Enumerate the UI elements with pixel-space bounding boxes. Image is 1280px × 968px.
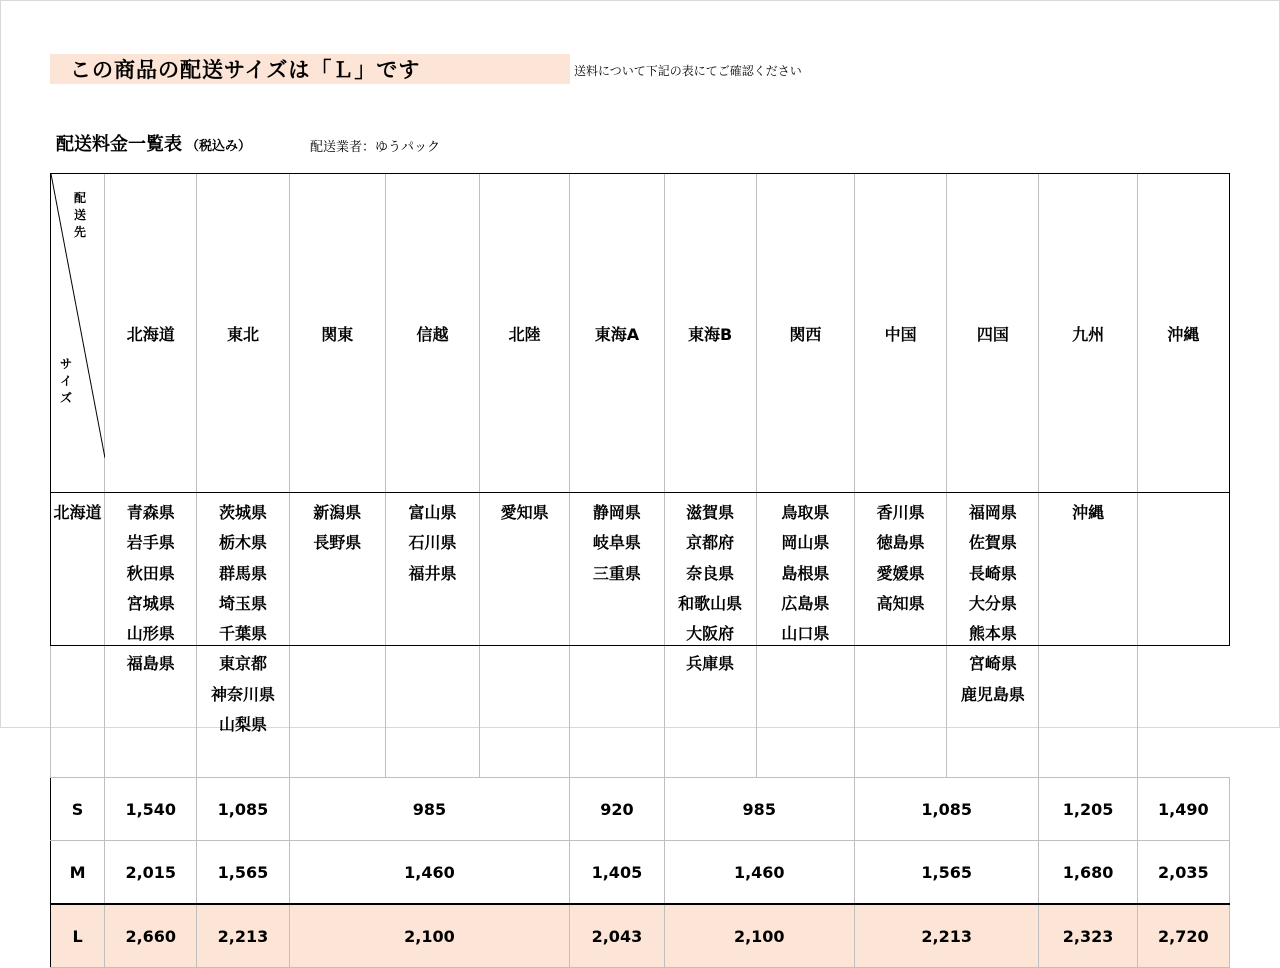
prefecture-cell <box>947 493 1039 778</box>
carrier-label: 配送業者：ゆうパック <box>310 140 441 155</box>
prefecture-name: 富山県 <box>408 503 457 522</box>
prefecture-name: 長崎県 <box>968 563 1017 583</box>
prefecture-name: 秋田県 <box>126 563 175 583</box>
prefecture-cell <box>570 493 664 778</box>
prefecture-name: 香川県 <box>876 503 925 522</box>
size-label: L <box>51 904 105 968</box>
rate-cell: 920 <box>570 778 664 841</box>
prefecture-cell <box>51 493 105 778</box>
corner-size-label: サイズ <box>59 357 72 405</box>
rate-cell: 2,035 <box>1137 841 1229 905</box>
rate-cell: 2,323 <box>1039 904 1137 968</box>
rate-cell: 985 <box>664 778 854 841</box>
prefecture-name: 滋賀県 <box>686 503 735 522</box>
rate-cell: 2,213 <box>855 904 1039 968</box>
prefecture-name: 徳島県 <box>876 533 925 553</box>
prefecture-cell <box>480 493 570 778</box>
prefecture-name: 福井県 <box>408 563 457 583</box>
rate-cell: 2,660 <box>105 904 197 968</box>
region-header: 東海B <box>664 174 756 493</box>
prefecture-name: 石川県 <box>408 533 457 553</box>
size-banner: この商品の配送サイズは「Ｌ」です <box>50 54 570 84</box>
rate-cell: 2,100 <box>289 904 570 968</box>
rate-cell: 1,205 <box>1039 778 1137 841</box>
region-header: 信越 <box>385 174 479 493</box>
prefecture-name: 沖縄 <box>1072 503 1105 522</box>
prefecture-name: 京都府 <box>686 533 735 553</box>
prefecture-name: 東京都 <box>218 654 267 674</box>
region-header: 沖縄 <box>1137 174 1229 493</box>
prefecture-name: 岡山県 <box>781 533 830 553</box>
rate-cell: 1,540 <box>105 778 197 841</box>
prefecture-name: 広島県 <box>781 593 830 613</box>
region-header: 北海道 <box>105 174 197 493</box>
prefecture-name: 高知県 <box>876 593 925 613</box>
rate-cell: 2,100 <box>664 904 854 968</box>
region-header: 関西 <box>756 174 854 493</box>
prefecture-name: 長野県 <box>313 533 362 553</box>
prefecture-name: 新潟県 <box>313 503 362 522</box>
prefecture-name: 愛媛県 <box>876 563 925 583</box>
prefecture-cell <box>1039 493 1137 778</box>
prefecture-name: 福岡県 <box>968 503 1017 522</box>
prefecture-name: 青森県 <box>126 503 175 522</box>
region-header-row <box>51 174 1230 493</box>
size-label: M <box>51 841 105 905</box>
prefecture-name: 群馬県 <box>218 563 267 583</box>
tax-note: （税込み） <box>186 139 252 154</box>
prefecture-name: 宮城県 <box>126 593 175 613</box>
prefecture-name: 栃木県 <box>218 533 267 553</box>
region-header: 北陸 <box>480 174 570 493</box>
rate-cell: 1,085 <box>197 778 289 841</box>
prefecture-name: 茨城県 <box>218 503 267 522</box>
prefecture-name: 静岡県 <box>592 503 641 522</box>
rate-cell: 985 <box>289 778 570 841</box>
rate-cell: 1,565 <box>855 841 1039 905</box>
prefecture-name: 奈良県 <box>686 563 735 583</box>
region-header: 東海A <box>570 174 664 493</box>
prefecture-name: 北海道 <box>53 503 102 522</box>
prefecture-name: 山口県 <box>781 624 830 644</box>
prefecture-name: 熊本県 <box>968 624 1017 644</box>
rate-cell: 1,460 <box>289 841 570 905</box>
rate-cell: 2,720 <box>1137 904 1229 968</box>
rate-cell: 1,460 <box>664 841 854 905</box>
region-header: 関東 <box>289 174 385 493</box>
table-title <box>56 130 251 156</box>
shipping-note: 送料について下記の表にてご確認ください <box>574 64 802 78</box>
prefecture-cell <box>197 493 289 778</box>
prefecture-name: 宮崎県 <box>968 654 1017 674</box>
prefecture-name: 埼玉県 <box>218 593 267 613</box>
rate-cell: 1,490 <box>1137 778 1229 841</box>
region-header: 九州 <box>1039 174 1137 493</box>
prefecture-name: 鳥取県 <box>781 503 830 522</box>
region-header: 中国 <box>855 174 947 493</box>
rate-cell: 1,565 <box>197 841 289 905</box>
rate-cell: 2,015 <box>105 841 197 905</box>
rate-row <box>51 904 1230 968</box>
prefecture-name: 兵庫県 <box>686 654 735 674</box>
prefecture-name: 山梨県 <box>218 715 267 735</box>
prefecture-cell <box>289 493 385 778</box>
prefecture-cell <box>105 493 197 778</box>
prefecture-name: 島根県 <box>781 563 830 583</box>
corner-destination-label: 配送先 <box>73 191 86 239</box>
rate-cell: 1,405 <box>570 841 664 905</box>
rate-cell: 2,043 <box>570 904 664 968</box>
prefecture-name: 佐賀県 <box>968 533 1017 553</box>
rate-table <box>50 173 1230 968</box>
prefecture-name: 岩手県 <box>126 533 175 553</box>
prefecture-name: 大分県 <box>968 593 1017 613</box>
corner-cell <box>51 174 105 493</box>
table-title-text: 配送料金一覧表 <box>56 134 182 155</box>
region-header: 四国 <box>947 174 1039 493</box>
size-label: S <box>51 778 105 841</box>
prefecture-cell <box>385 493 479 778</box>
prefecture-name: 神奈川県 <box>210 684 275 704</box>
rate-cell: 1,680 <box>1039 841 1137 905</box>
region-header: 東北 <box>197 174 289 493</box>
prefecture-cell <box>756 493 854 778</box>
prefecture-name: 和歌山県 <box>678 593 743 613</box>
prefecture-name: 福島県 <box>126 654 175 674</box>
rate-row <box>51 778 1230 841</box>
prefecture-cell <box>664 493 756 778</box>
prefecture-name: 山形県 <box>126 624 175 644</box>
prefecture-row <box>51 493 1230 778</box>
rate-cell: 1,085 <box>855 778 1039 841</box>
prefecture-name: 三重県 <box>592 563 641 583</box>
prefecture-cell <box>855 493 947 778</box>
prefecture-name: 岐阜県 <box>592 533 641 553</box>
prefecture-name: 大阪府 <box>686 624 735 644</box>
prefecture-name: 鹿児島県 <box>960 684 1025 704</box>
rate-cell: 2,213 <box>197 904 289 968</box>
rate-row <box>51 841 1230 905</box>
prefecture-name: 愛知県 <box>500 503 549 522</box>
prefecture-name: 千葉県 <box>218 624 267 644</box>
